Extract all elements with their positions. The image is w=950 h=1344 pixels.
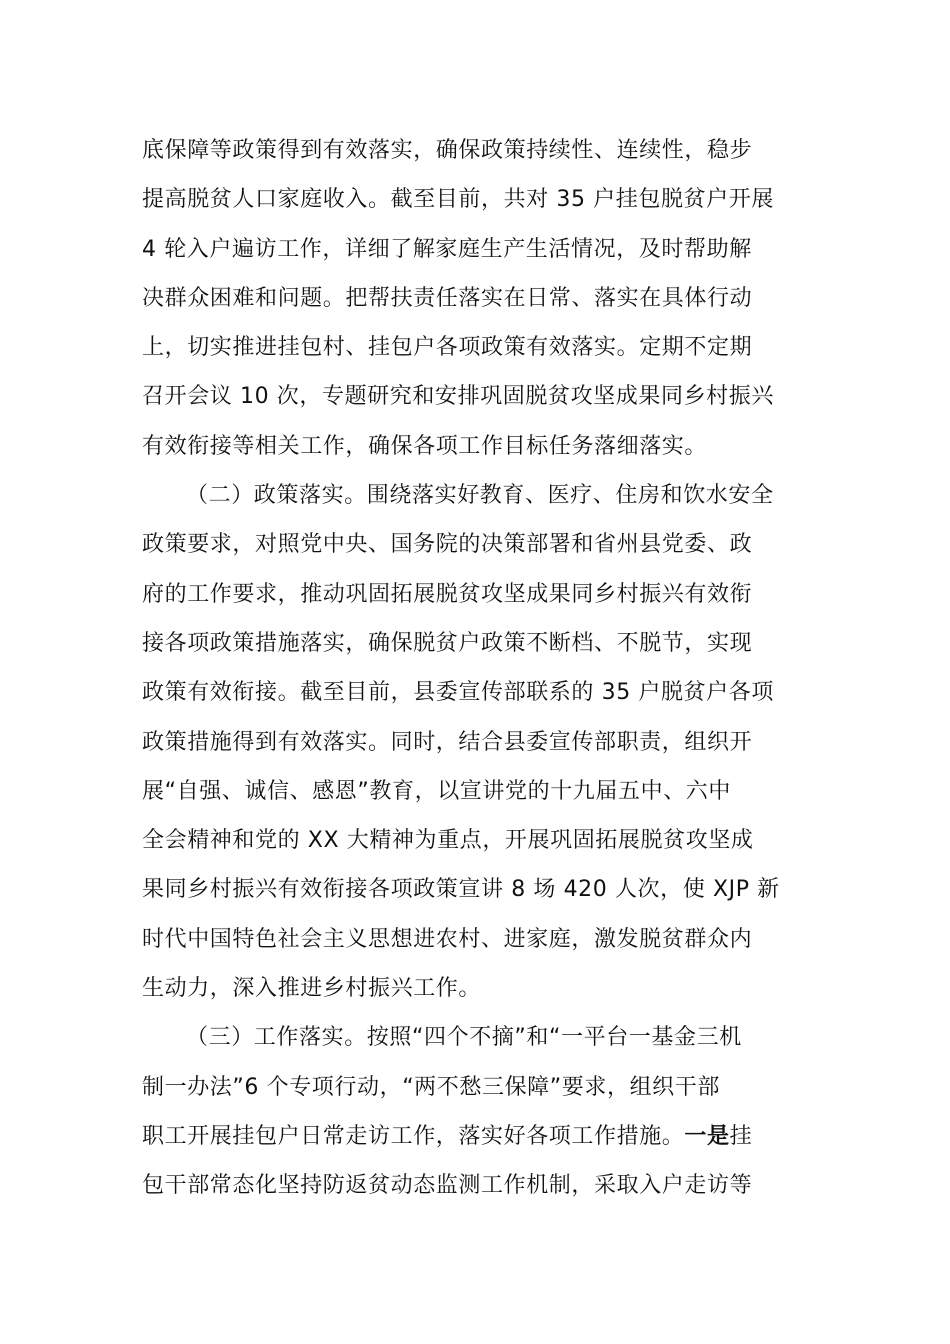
text-line: 制一办法”6 个专项行动，“两不愁三保障”要求，组织干部	[142, 1074, 720, 1100]
text-line: 底保障等政策得到有效落实，确保政策持续性、连续性，稳步	[142, 138, 753, 163]
text-line: 4 轮入户遍访工作，详细了解家庭生产生活情况，及时帮助解	[142, 236, 752, 262]
text-line-with-bold	[142, 1112, 812, 1161]
text-line: 包干部常态化坚持防返贫动态监测工作机制，采取入户走访等	[142, 1173, 753, 1199]
text-line: 提高脱贫人口家庭收入。截至目前，共对 35 户挂包脱贫户开展	[142, 187, 774, 213]
text-line: 决群众困难和问题。把帮扶责任落实在日常、落实在具体行动	[142, 285, 753, 311]
paragraph-heading-work: （三）工作落实。按照“四个不摘”和“一平台一基金三机	[186, 1025, 742, 1051]
document-body	[142, 126, 812, 1211]
text-line: 接各项政策措施落实，确保脱贫户政策不断档、不脱节，实现	[142, 630, 753, 656]
text-line: 府的工作要求，推动巩固拓展脱贫攻坚成果同乡村振兴有效衔	[142, 581, 753, 607]
text-line: 全会精神和党的 XX 大精神为重点，开展巩固拓展脱贫攻坚成	[142, 828, 754, 854]
text-line: 生动力，深入推进乡村振兴工作。	[142, 976, 482, 1002]
text-line: 政策有效衔接。截至目前，县委宣传部联系的 35 户脱贫户各项	[142, 680, 774, 706]
text-line: 时代中国特色社会主义思想进农村、进家庭，激发脱贫群众内	[142, 926, 753, 952]
text-line: 有效衔接等相关工作，确保各项工作目标任务落细落实。	[142, 433, 708, 459]
text-line: 果同乡村振兴有效衔接各项政策宣讲 8 场 420 人次，使 XJP 新	[142, 877, 780, 903]
text-segment: 职工开展挂包户日常走访工作，落实好各项工作措施。	[142, 1123, 685, 1149]
text-line: 展“自强、诚信、感恩”教育，以宣讲党的十九届五中、六中	[142, 778, 731, 804]
text-segment: 挂	[729, 1123, 753, 1149]
bold-marker: 一是	[684, 1123, 730, 1149]
text-line: 上，切实推进挂包村、挂包户各项政策有效落实。定期不定期	[142, 335, 753, 361]
text-line: 政策要求，对照党中央、国务院的决策部署和省州县党委、政	[142, 532, 753, 558]
paragraph-heading-policy: （二）政策落实。围绕落实好教育、医疗、住房和饮水安全	[186, 483, 774, 509]
text-line: 政策措施得到有效落实。同时，结合县委宣传部职责，组织开	[142, 729, 753, 755]
text-line: 召开会议 10 次，专题研究和安排巩固脱贫攻坚成果同乡村振兴	[142, 384, 774, 410]
